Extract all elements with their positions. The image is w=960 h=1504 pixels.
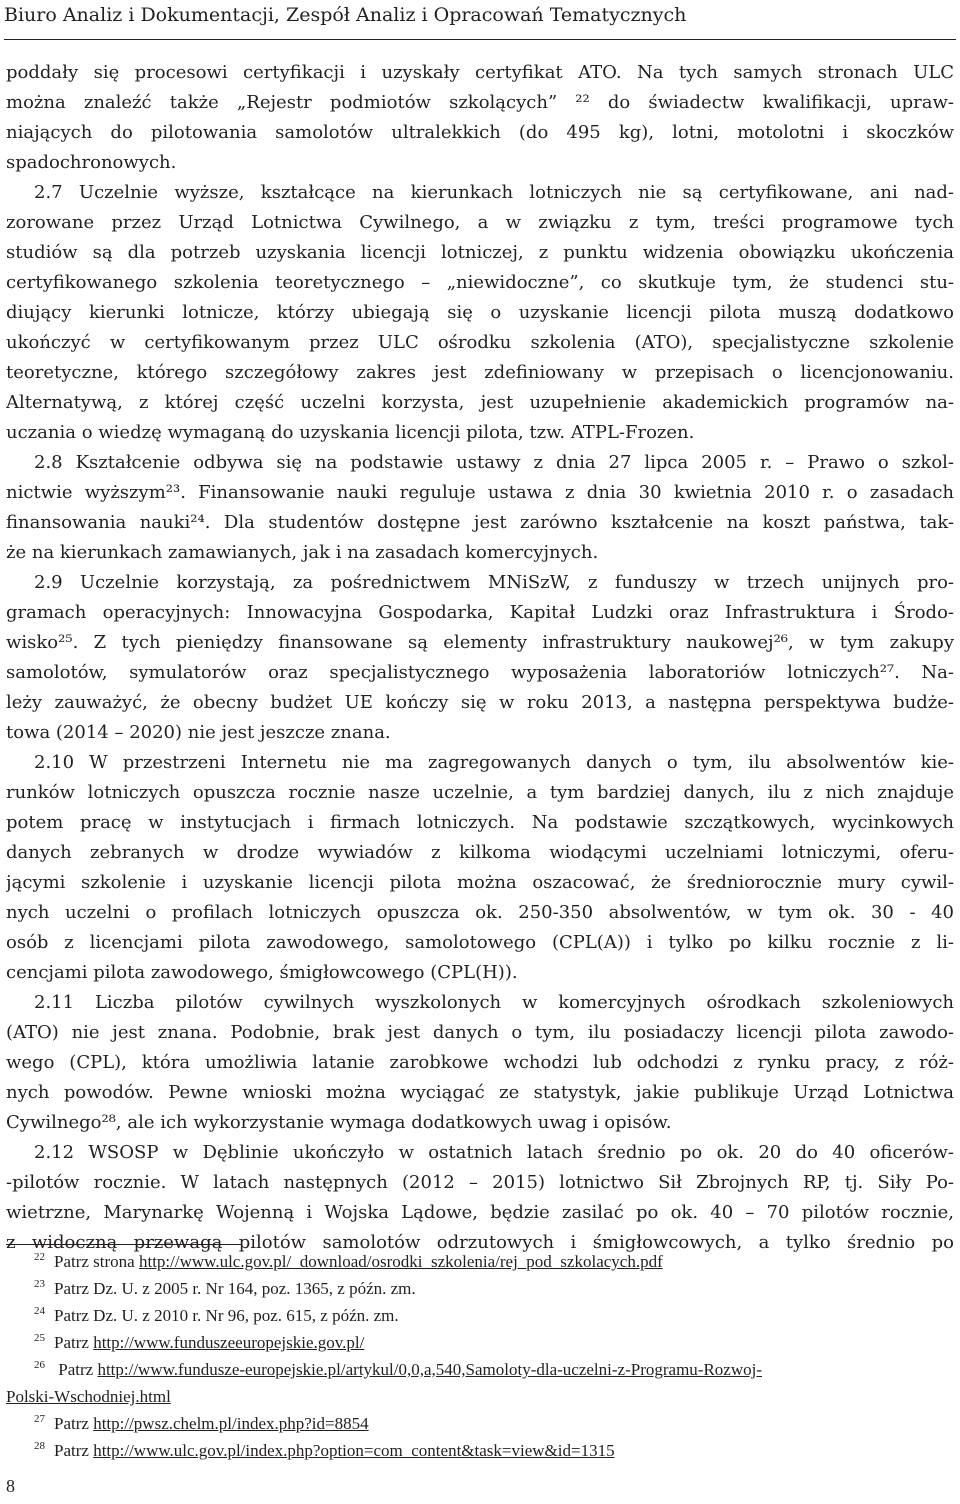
text-line: studiów są dla potrzeb uzyskania licencji lotniczej, z punktu widzenia obowiązku ukończenia: [6, 242, 954, 263]
text-line: wietrzne, Marynarkę Wojenną i Wojska Lądowe, będzie zasilać po ok. 40 – 70 pilotów rocznie,: [6, 1202, 954, 1223]
footnote-text: Patrz Dz. U. z 2005 r. Nr 164, poz. 1365, z późn. zm.: [54, 1279, 416, 1298]
text-line: ukończyć w certyfikowanym przez ULC ośrodku szkolenia (ATO), specjalistyczne szkolenie: [6, 332, 954, 353]
text-line: (ATO) nie jest znana. Podobnie, brak jest danych o tym, ilu posiadaczy licencji pilota zawodo-: [6, 1022, 954, 1043]
footnote: 27 Patrz http://pwsz.chelm.pl/index.php?id=8854: [34, 1413, 369, 1433]
footnote-link[interactable]: http://www.fundusze-europejskie.pl/artykul/0,0,a,540,Samoloty-dla-uczelni-z-Programu-Rozwoj-: [97, 1360, 762, 1379]
text-line: diujący kierunki lotnicze, którzy ubiegają się o uzyskanie licencji pilota muszą dodatkowo: [6, 302, 954, 323]
footnote: 26 Patrz http://www.fundusze-europejskie.pl/artykul/0,0,a,540,Samoloty-dla-uczelni-z-Programu-Rozwoj-: [34, 1359, 762, 1379]
footnote-text: Patrz Dz. U. z 2010 r. Nr 96, poz. 615, z późn. zm.: [54, 1306, 399, 1325]
text-line: osób z licencjami pilota zawodowego, samolotowego (CPL(A)) i tylko po kilku rocznie z li-: [6, 932, 954, 953]
text-line: niających do pilotowania samolotów ultralekkich (do 495 kg), lotni, motolotni i skoczków: [6, 122, 954, 143]
footnote-text: Patrz: [54, 1333, 94, 1352]
text-line: finansowania nauki²⁴. Dla studentów dostępne jest zarówno kształcenie na koszt państwa, tak-: [6, 512, 954, 533]
footnote-link[interactable]: Polski-Wschodniej.html: [6, 1387, 171, 1406]
footnote-link[interactable]: http://www.funduszeeuropejskie.gov.pl/: [93, 1333, 365, 1352]
text-line: certyfikowanego szkolenia teoretycznego – „niewidoczne”, co skutkuje tym, że studenci stu-: [6, 272, 954, 293]
text-line: że na kierunkach zamawianych, jak i na zasadach komercyjnych.: [6, 542, 599, 563]
body-text: [6, 58, 954, 1258]
text-line: zorowane przez Urząd Lotnictwa Cywilnego, a w związku z tym, treści programowe tych: [6, 212, 954, 233]
footnote-text: Patrz: [54, 1441, 94, 1460]
footnote-text: Patrz: [54, 1414, 94, 1433]
text-line: samolotów, symulatorów oraz specjalistycznego wyposażenia laboratoriów lotniczych²⁷. Na-: [6, 662, 954, 683]
footnote-text: Patrz strona: [54, 1252, 139, 1271]
text-line: jącymi szkolenie i uzyskanie licencji pilota można oszacować, że średniorocznie mury cywil-: [6, 872, 954, 893]
footnote-separator: [6, 1244, 241, 1245]
text-line: Alternatywą, z której część uczelni korzysta, jest uzupełnienie akademickich programów na-: [6, 392, 954, 413]
text-line: teoretyczne, którego szczegółowy zakres jest zdefiniowany w przepisach o licencjonowaniu.: [6, 362, 954, 383]
text-line: 2.12 WSOSP w Dęblinie ukończyło w ostatnich latach średnio po ok. 20 do 40 oficerów-: [34, 1142, 954, 1163]
text-line: runków lotniczych opuszcza rocznie nasze uczelnie, a tym bardziej danych, ilu z nich znajduje: [6, 782, 954, 803]
text-line: leży zauważyć, że obecny budżet UE kończy się w roku 2013, a następna perspektywa budże-: [6, 692, 954, 713]
text-line: towa (2014 – 2020) nie jest jeszcze znana.: [6, 722, 391, 743]
page-number: 8: [6, 1476, 15, 1496]
footnote: 25 Patrz http://www.funduszeeuropejskie.gov.pl/: [34, 1332, 365, 1352]
text-line: spadochronowych.: [6, 152, 177, 173]
text-line: potem pracę w instytucjach i firmach lotniczych. Na podstawie szczątkowych, wycinkowych: [6, 812, 954, 833]
footnote: 23 Patrz Dz. U. z 2005 r. Nr 164, poz. 1365, z późn. zm.: [34, 1278, 416, 1298]
text-line: 2.8 Kształcenie odbywa się na podstawie ustawy z dnia 27 lipca 2005 r. – Prawo o szkol-: [34, 452, 954, 473]
text-line: -pilotów rocznie. W latach następnych (2012 – 2015) lotnictwo Sił Zbrojnych RP, tj. Siły Po-: [6, 1172, 954, 1193]
text-line: nictwie wyższym²³. Finansowanie nauki reguluje ustawa z dnia 30 kwietnia 2010 r. o zasadach: [6, 482, 954, 503]
text-line: nych uczelni o profilach lotniczych opuszcza ok. 250-350 absolwentów, w tym ok. 30 - 40: [6, 902, 954, 923]
text-line: można znaleźć także „Rejestr podmiotów szkolących” ²² do świadectw kwalifikacji, upraw-: [6, 92, 954, 113]
text-line: Cywilnego²⁸, ale ich wykorzystanie wymaga dodatkowych uwag i opisów.: [6, 1112, 672, 1133]
footnote-link[interactable]: http://www.ulc.gov.pl/index.php?option=com_content&task=view&id=1315: [93, 1441, 615, 1460]
footnote-text: Patrz: [54, 1360, 98, 1379]
text-line: nych powodów. Pewne wnioski można wyciągać ze statystyk, jakie publikuje Urząd Lotnictwa: [6, 1082, 954, 1103]
text-line: cencjami pilota zawodowego, śmigłowcowego (CPL(H)).: [6, 962, 518, 983]
running-header: [4, 0, 956, 40]
footnote-link[interactable]: http://pwsz.chelm.pl/index.php?id=8854: [93, 1414, 369, 1433]
text-line: uczania o wiedzę wymaganą do uzyskania licencji pilota, tzw. ATPL-Frozen.: [6, 422, 695, 443]
text-line: 2.9 Uczelnie korzystają, za pośrednictwem MNiSzW, z funduszy w trzech unijnych pro-: [34, 572, 954, 593]
header-title: Biuro Analiz i Dokumentacji, Zespół Analiz i Opracowań Tematycznych: [4, 4, 687, 26]
footnotes: [6, 1248, 954, 1464]
text-line: wisko²⁵. Z tych pieniędzy finansowane są elementy infrastruktury naukowej²⁶, w tym zakupy: [6, 632, 954, 653]
text-line: 2.7 Uczelnie wyższe, kształcące na kierunkach lotniczych nie są certyfikowane, ani nad-: [34, 182, 954, 203]
text-line: 2.10 W przestrzeni Internetu nie ma zagregowanych danych o tym, ilu absolwentów kie-: [34, 752, 954, 773]
text-line: 2.11 Liczba pilotów cywilnych wyszkolonych w komercyjnych ośrodkach szkoleniowych: [34, 992, 954, 1013]
footnote: 22 Patrz strona http://www.ulc.gov.pl/_download/osrodki_szkolenia/rej_pod_szkolacych.pdf: [34, 1251, 663, 1271]
text-line: poddały się procesowi certyfikacji i uzyskały certyfikat ATO. Na tych samych stronach ULC: [6, 62, 954, 83]
footnote: 24 Patrz Dz. U. z 2010 r. Nr 96, poz. 615, z późn. zm.: [34, 1305, 399, 1325]
text-line: gramach operacyjnych: Innowacyjna Gospodarka, Kapitał Ludzki oraz Infrastruktura i Środo-: [6, 602, 954, 623]
text-line: wego (CPL), która umożliwia latanie zarobkowe wchodzi lub odchodzi z rynku pracy, z róż-: [6, 1052, 954, 1073]
text-line: danych zebranych w drodze wywiadów z kilkoma wiodącymi uczelniami lotniczymi, oferu-: [6, 842, 954, 863]
footnote-link[interactable]: http://www.ulc.gov.pl/_download/osrodki_szkolenia/rej_pod_szkolacych.pdf: [138, 1252, 663, 1271]
footnote: 28 Patrz http://www.ulc.gov.pl/index.php?option=com_content&task=view&id=1315: [34, 1440, 615, 1460]
footnote: [6, 1383, 954, 1410]
text-line: z widoczną przewagą pilotów samolotów odrzutowych i śmigłowcowych, a tylko średnio po: [6, 1232, 954, 1253]
